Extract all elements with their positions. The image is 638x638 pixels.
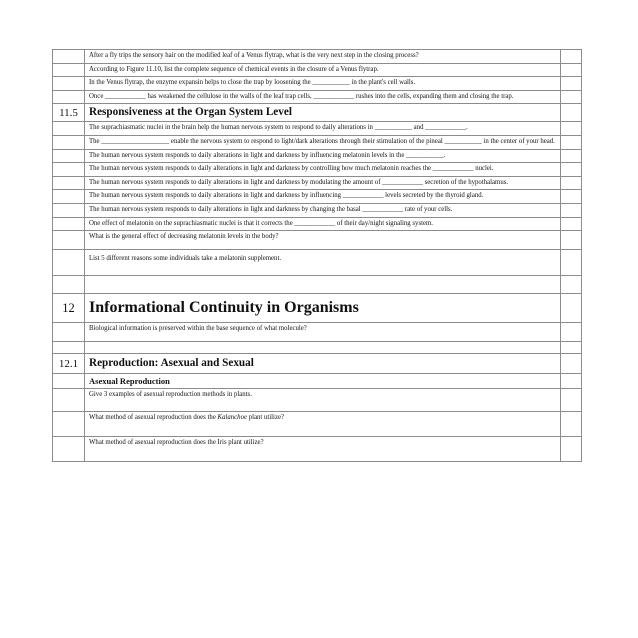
- number-cell: [53, 437, 85, 462]
- number-cell: [53, 231, 85, 250]
- table-row: [53, 250, 582, 276]
- answer-cell: [561, 354, 582, 374]
- number-cell: [53, 217, 85, 231]
- answer-cell[interactable]: [561, 77, 582, 91]
- number-cell: [53, 389, 85, 412]
- number-cell: [53, 163, 85, 177]
- question-cell: The ____________________ enable the nervous system to respond to light/dark alterations through their stimulation of the pineal ___________ in the center of your head.: [85, 135, 561, 149]
- table-row: [53, 63, 582, 77]
- question-cell: One effect of melatonin on the suprachiasmatic nuclei is that it corrects the ____________ of their day/night signaling system.: [85, 217, 561, 231]
- question-cell: Give 3 examples of asexual reproduction methods in plants.: [85, 389, 561, 412]
- table-row: [53, 190, 582, 204]
- question-cell: The human nervous system responds to daily alterations in light and darkness by influencing ____________ levels secreted by the thyroid gland.: [85, 190, 561, 204]
- number-cell: [53, 90, 85, 104]
- section-title: Responsiveness at the Organ System Level: [85, 104, 561, 122]
- answer-cell: [561, 294, 582, 323]
- table-row: [53, 77, 582, 91]
- table-row: [53, 217, 582, 231]
- question-cell: The human nervous system responds to daily alterations in light and darkness by changing the basal ____________ rate of your cells.: [85, 203, 561, 217]
- question-cell: The suprachiasmatic nuclei in the brain help the human nervous system to respond to daily alterations in ___________ and ____________.: [85, 122, 561, 136]
- answer-cell[interactable]: [561, 63, 582, 77]
- table-row: [53, 50, 582, 64]
- table-row: [53, 412, 582, 437]
- chapter-header-row: [53, 294, 582, 323]
- answer-cell[interactable]: [561, 163, 582, 177]
- spacer-row: [53, 342, 582, 354]
- answer-cell[interactable]: [561, 217, 582, 231]
- answer-cell: [561, 276, 582, 294]
- chapter-number: 12: [53, 294, 85, 323]
- section-number: 12.1: [53, 354, 85, 374]
- answer-cell[interactable]: [561, 389, 582, 412]
- section-header-row: [53, 104, 582, 122]
- table-row: [53, 135, 582, 149]
- answer-cell: [561, 342, 582, 354]
- table-row: [53, 323, 582, 342]
- question-cell: Biological information is preserved within the base sequence of what molecule?: [85, 323, 561, 342]
- number-cell: [53, 63, 85, 77]
- table-row: [53, 176, 582, 190]
- question-text: plant utilize?: [247, 414, 284, 422]
- question-cell: Once ____________ has weakened the cellulose in the walls of the leaf trap cells, ____________ rushes into the cells, expanding them and closing the trap.: [85, 90, 561, 104]
- number-cell: [53, 176, 85, 190]
- question-cell: The human nervous system responds to daily alterations in light and darkness by influencing melatonin levels in the ___________.: [85, 149, 561, 163]
- table-row: [53, 437, 582, 462]
- question-cell: List 5 different reasons some individuals take a melatonin supplement.: [85, 250, 561, 276]
- section-header-row: [53, 354, 582, 374]
- number-cell: [53, 374, 85, 389]
- answer-cell[interactable]: [561, 149, 582, 163]
- question-cell: What method of asexual reproduction does the Iris plant utilize?: [85, 437, 561, 462]
- question-text: What method of asexual reproduction does the: [89, 414, 218, 422]
- number-cell: [53, 50, 85, 64]
- table-row: [53, 389, 582, 412]
- worksheet-table: [52, 49, 582, 462]
- answer-cell[interactable]: [561, 437, 582, 462]
- number-cell: [53, 149, 85, 163]
- number-cell: [53, 412, 85, 437]
- question-cell: After a fly trips the sensory hair on the modified leaf of a Venus flytrap, what is the very next step in the closing process?: [85, 50, 561, 64]
- question-cell: The human nervous system responds to daily alterations in light and darkness by controlling how much melatonin reaches the ____________ nuclei.: [85, 163, 561, 177]
- answer-cell[interactable]: [561, 176, 582, 190]
- question-cell: The human nervous system responds to daily alterations in light and darkness by modulating the amount of ____________ secretion of the hypothalamus.: [85, 176, 561, 190]
- number-cell: [53, 122, 85, 136]
- answer-cell[interactable]: [561, 190, 582, 204]
- number-cell: [53, 250, 85, 276]
- question-cell: According to Figure 11.10, list the complete sequence of chemical events in the closure of a Venus flytrap.: [85, 63, 561, 77]
- question-cell: What is the general effect of decreasing melatonin levels in the body?: [85, 231, 561, 250]
- question-cell: In the Venus flytrap, the enzyme expansin helps to close the trap by loosening the ___________ in the plant's cell walls.: [85, 77, 561, 91]
- question-cell: [85, 412, 561, 437]
- number-cell: [53, 77, 85, 91]
- answer-cell[interactable]: [561, 122, 582, 136]
- table-row: [53, 203, 582, 217]
- section-number: 11.5: [53, 104, 85, 122]
- number-cell: [53, 190, 85, 204]
- blank-cell: [85, 342, 561, 354]
- answer-cell[interactable]: [561, 412, 582, 437]
- answer-cell[interactable]: [561, 50, 582, 64]
- number-cell: [53, 342, 85, 354]
- number-cell: [53, 135, 85, 149]
- table-row: [53, 90, 582, 104]
- spacer-row: [53, 276, 582, 294]
- table-row: [53, 149, 582, 163]
- plant-name: Kalanchoe: [217, 414, 247, 422]
- section-title: Reproduction: Asexual and Sexual: [85, 354, 561, 374]
- table-row: [53, 231, 582, 250]
- subheading-row: [53, 374, 582, 389]
- table-row: [53, 163, 582, 177]
- blank-cell: [85, 276, 561, 294]
- chapter-title: Informational Continuity in Organisms: [85, 294, 561, 323]
- table-row: [53, 122, 582, 136]
- worksheet-page: [52, 49, 582, 462]
- answer-cell: [561, 104, 582, 122]
- answer-cell[interactable]: [561, 203, 582, 217]
- answer-cell[interactable]: [561, 231, 582, 250]
- number-cell: [53, 323, 85, 342]
- answer-cell[interactable]: [561, 323, 582, 342]
- answer-cell: [561, 374, 582, 389]
- number-cell: [53, 276, 85, 294]
- answer-cell[interactable]: [561, 250, 582, 276]
- subheading: Asexual Reproduction: [85, 374, 561, 389]
- number-cell: [53, 203, 85, 217]
- answer-cell[interactable]: [561, 135, 582, 149]
- answer-cell[interactable]: [561, 90, 582, 104]
